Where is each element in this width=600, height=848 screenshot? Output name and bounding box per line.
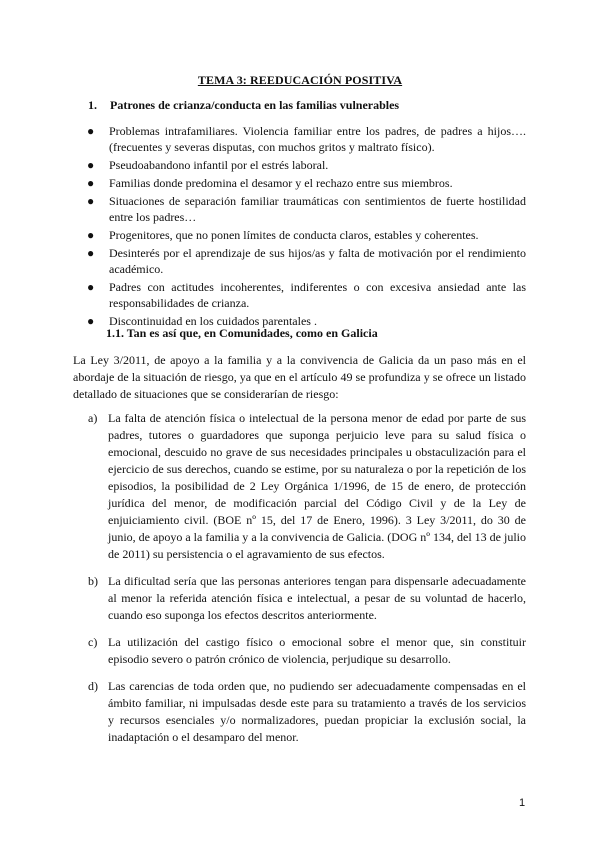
list-item: ● Padres con actitudes incoherentes, indiferentes o con excesiva ansiedad ante las responsabilidades de crianza. [87,280,526,310]
section-heading-1 [88,98,399,113]
list-item: ● Pseudoabandono infantil por el estrés laboral. [87,158,329,172]
item-text: Las carencias de toda orden que, no pudiendo ser adecuadamente compensadas en el ámbito familiar, ni impulsadas desde este para su tratamiento a través de los servicios y recursos esenciales y/o normalizadores, puedan propiciar la exclusión social, la inadaptación o el desamparo del menor. [108,679,526,744]
list-item [88,634,526,668]
list-item: ● Problemas intrafamiliares. Violencia familiar entre los padres, de padres a hijos…. (frecuentes y severas disputas, con muchos gritos y maltrato físico). [87,124,526,154]
list-item: ● Progenitores, que no ponen límites de conducta claros, estables y coherentes. [87,228,479,242]
item-marker: a) [88,411,98,425]
lettered-list [88,410,526,756]
page-number: 1 [519,797,526,809]
list-item [88,573,526,624]
bullet-icon: ● [87,246,95,260]
subsection-heading: 1.1. Tan es así que, en Comunidades, como en Galicia [106,326,378,340]
bullet-icon: ● [87,280,95,294]
bullet-icon: ● [87,158,95,172]
list-item [88,678,526,746]
item-marker: b) [88,574,98,588]
bullet-list [83,123,526,331]
list-item [88,410,526,563]
list-item: ● Familias donde predomina el desamor y el rechazo entre sus miembros. [87,176,453,190]
list-item: ● Situaciones de separación familiar traumáticas con sentimientos de fuerte hostilidad entre los padres… [87,194,526,224]
item-text: La dificultad sería que las personas anteriores tengan para dispensarle adecuadamente al menor la referida atención física e intelectual, a pesar de su voluntad de hacerlo, cuando eso suponga los efectos descritos anteriormente. [108,574,526,622]
bullet-icon: ● [87,228,95,242]
document-title: TEMA 3: REEDUCACIÓN POSITIVA [197,73,403,87]
intro-paragraph: La Ley 3/2011, de apoyo a la familia y a la convivencia de Galicia da un paso más en el abordaje de la situación de riesgo, ya que en el artículo 49 se profundiza y se ofrece un listado detallado de situaciones que se considerarían de riesgo: [73,353,526,401]
bullet-icon: ● [87,314,95,328]
section-number: 1. [88,98,97,112]
item-text: La falta de atención física o intelectual de la persona menor de edad por parte de sus padres, tutores o guardadores que suponga perjuicio leve para su salud física o emocional, descuido no grave de sus necesidades principales u obstaculización para el ejercicio de sus derechos, cuando se estime, por su naturaleza o por la repetición de los episodios, la posibilidad de 2 Ley Orgánica 1/1996, de 15 de enero, de protección jurídica del menor, de modificación parcial del Código Civil y de la Ley de enjuiciamiento civil. (BOE nº 15, del 17 de Enero, 1996). 3 Ley 3/2011, do 30 de junio, de apoyo a la familia y a la convivencia de Galicia. (DOG nº 134, del 13 de julio de 2011) su persistencia o el agravamiento de sus efectos. [108,411,526,561]
list-item: ● Discontinuidad en los cuidados parentales . [87,314,317,328]
list-item: ● Desinterés por el aprendizaje de sus hijos/as y falta de motivación por el rendimiento académico. [87,246,526,276]
bullet-icon: ● [87,176,95,190]
section-heading-text: Patrones de crianza/conducta en las familias vulnerables [110,98,400,112]
item-marker: d) [88,679,98,693]
bullet-icon: ● [87,194,95,208]
item-marker: c) [88,635,98,649]
bullet-icon: ● [87,124,95,138]
item-text: La utilización del castigo físico o emocional sobre el menor que, sin constituir episodio severo o patrón crónico de violencia, perjudique su desarrollo. [108,635,526,666]
